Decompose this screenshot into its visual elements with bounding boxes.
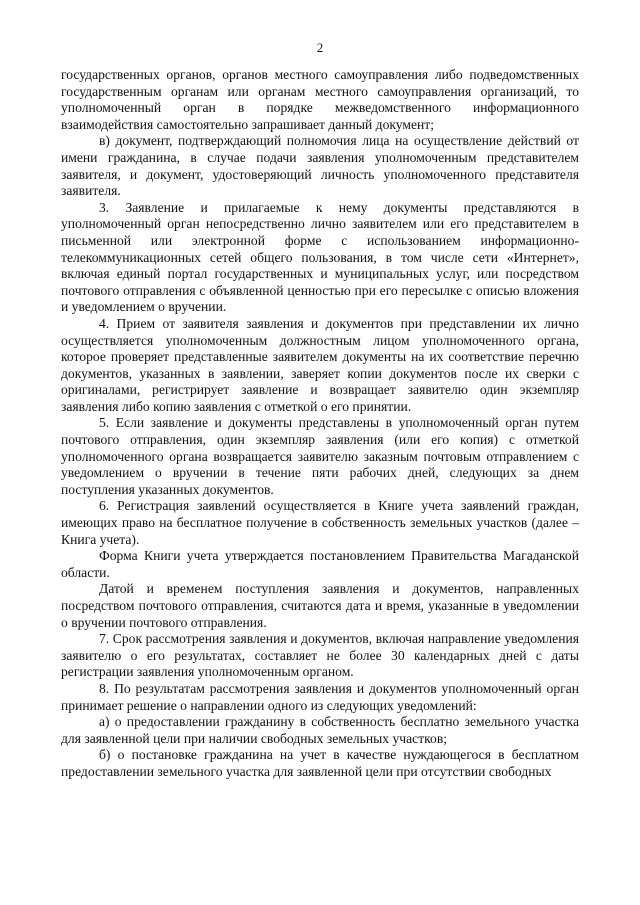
paragraph-5: 5. Если заявление и документы представлены в уполномоченный орган путем почтового отправления, один экземпляр заявления (или его копия) с отметкой уполномоченного органа возвращается заявителю заказным почтовым отправлением с уведомлением о вручении в течение пяти рабочих дней, следующих за днем поступления указанных документов. xyxy=(61,415,579,497)
paragraph-8: 8. По результатам рассмотрения заявления и документов уполномоченный орган принимает решение о направлении одного из следующих уведомлений: xyxy=(61,680,579,713)
paragraph-3: 3. Заявление и прилагаемые к нему документы представляются в уполномоченный орган непосредственно лично заявителем или его представителем в письменной или электронной форме с использованием информационно-телекоммуникационных сетей общего пользования, в том числе сети «Интернет», включая единый портал государственных и муниципальных услуг, или посредством почтового отправления с объявленной ценностью при его пересылке с описью вложения и уведомлением о вручении. xyxy=(61,199,579,315)
paragraph-7: 7. Срок рассмотрения заявления и документов, включая направление уведомления заявителю о его результатах, составляет не более 30 календарных дней с даты регистрации заявления уполномоченным органом. xyxy=(61,631,579,680)
paragraph-6: 6. Регистрация заявлений осуществляется в Книге учета заявлений граждан, имеющих право на бесплатное получение в собственность земельных участков (далее – Книга учета). xyxy=(61,498,579,547)
paragraph-item-b: б) о постановке гражданина на учет в качестве нуждающегося в бесплатном предоставлении земельного участка для заявленной цели при отсутствии свободных xyxy=(61,747,579,779)
paragraph-form: Форма Книги учета утверждается постановлением Правительства Магаданской области. xyxy=(61,548,579,580)
paragraph-date: Датой и временем поступления заявления и документов, направленных посредством почтового отправления, считаются дата и время, указанные в уведомлении о вручении почтового отправления. xyxy=(61,581,579,630)
paragraph-item-a: а) о предоставлении гражданину в собственность бесплатно земельного участка для заявленной цели при наличии свободных земельных участков; xyxy=(61,714,579,746)
paragraph-4: 4. Прием от заявителя заявления и документов при представлении их лично осуществляется уполномоченным должностным лицом уполномоченного органа, которое проверяет представленные заявителем документы на их соответствие перечню документов, указанных в заявлении, заверяет копии документов после их сверки с оригиналами, регистрирует заявление и возвращает заявителю один экземпляр заявления либо копию заявления с отметкой о его принятии. xyxy=(61,315,579,414)
paragraph-continuation: государственных органов, органов местного самоуправления либо подведомственных государственным органам или органам местного самоуправления организаций, то уполномоченный орган в порядке межведомственного информационного взаимодействия самостоятельно запрашивает данный документ; xyxy=(61,67,579,132)
paragraph-item-v: в) документ, подтверждающий полномочия лица на осуществление действий от имени гражданина, в случае подачи заявления уполномоченным представителем заявителя, и документ, удостоверяющий личность уполномоченного представителя заявителя. xyxy=(61,133,579,199)
page-number: 2 xyxy=(316,40,324,55)
document-body xyxy=(61,67,579,781)
